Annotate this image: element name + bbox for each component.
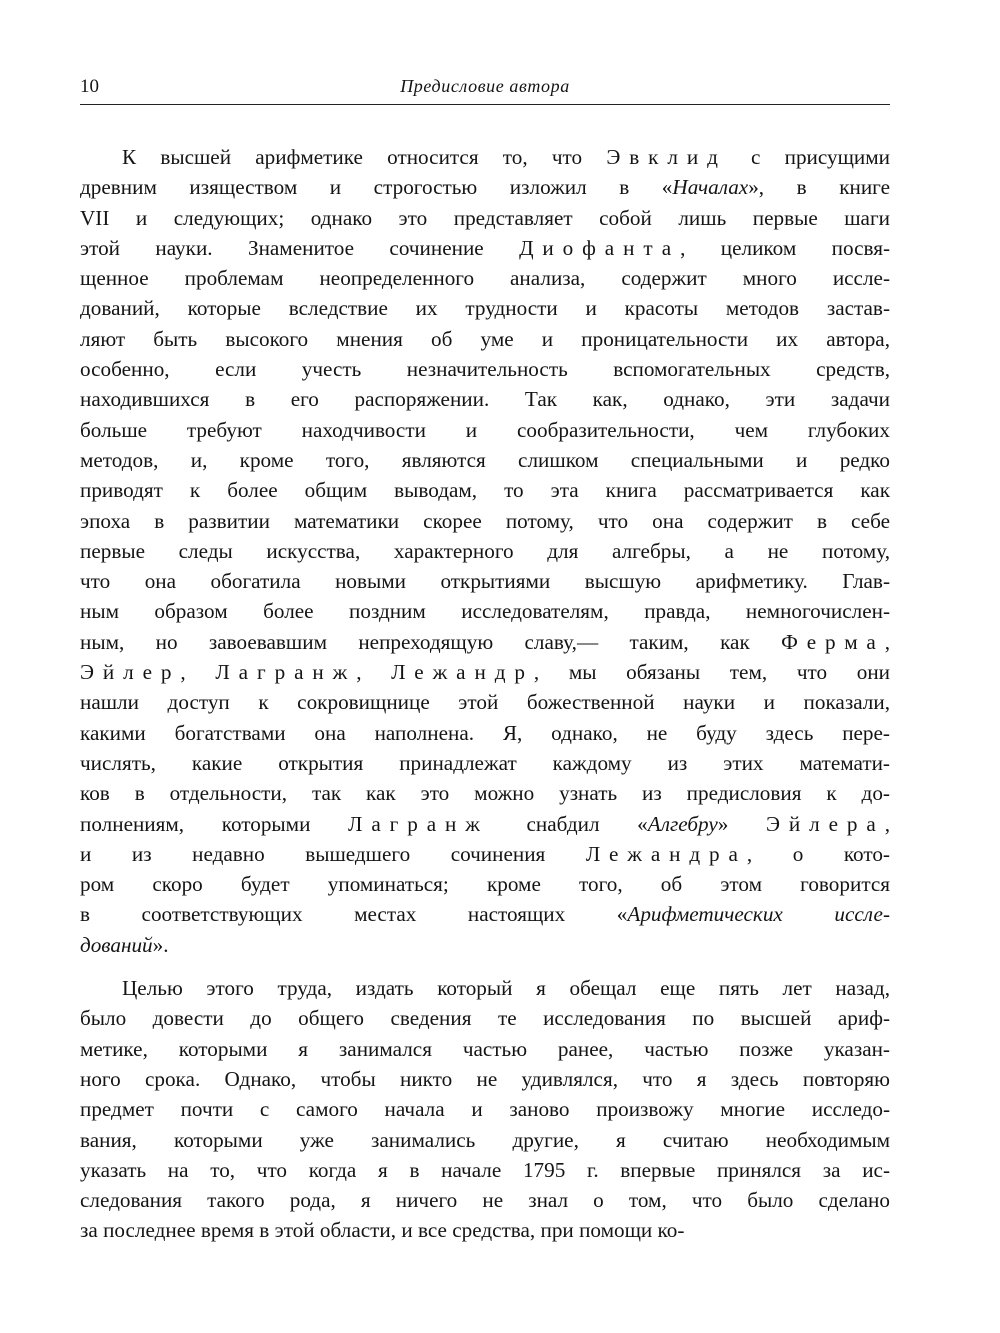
text-run: ным образом более поздним исследователям, правда, немногочислен-: [80, 599, 890, 624]
page-number: 10: [80, 76, 99, 97]
text-run: с присущими: [726, 145, 891, 169]
text-run: числять, какие открытия принадлежат каждому из этих математи-: [80, 750, 890, 775]
text-run: дований, которые вследствие их трудности и красоты методов застав-: [80, 296, 890, 321]
text-line: [80, 475, 890, 505]
spaced-name: Эйлер: [80, 660, 181, 685]
text-line: [80, 1215, 890, 1245]
running-title: Предисловие автора: [400, 76, 570, 96]
text-line: [80, 142, 890, 172]
spaced-name: Лежандра: [585, 841, 747, 866]
italic-text: Алгебру: [647, 811, 718, 836]
text-line: [80, 687, 890, 717]
text-run: первые следы искусства, характерного для алгебры, а не потому,: [80, 538, 890, 563]
text-run: эпоха в развитии математики скорее потому, что она содержит в себе: [80, 508, 890, 533]
text-line: [80, 203, 890, 233]
text-line: [80, 1125, 890, 1155]
text-run: метике, которыми я занимался частью ранее, частью позже указан-: [80, 1036, 890, 1061]
text-line: [80, 324, 890, 354]
text-run: ,: [180, 660, 216, 685]
text-run: ляют быть высокого мнения об уме и проницательности их автора,: [80, 326, 890, 351]
text-line: [80, 899, 890, 929]
text-run: полнениям, которыми: [80, 811, 349, 836]
text-line: [80, 1064, 890, 1094]
text-line: [80, 596, 890, 626]
text-run: ром скоро будет упоминаться; кроме того, об этом говорится: [80, 872, 890, 897]
text-line: [80, 1003, 890, 1033]
text-run: особенно, если учесть незначительность вспомогательных средств,: [80, 357, 890, 382]
text-line: [80, 973, 890, 1003]
text-line: [80, 354, 890, 384]
text-line: [80, 839, 890, 869]
text-run: древним изяществом и строгостью изложил в «: [80, 175, 673, 200]
text-run: щенное проблемам неопределенного анализа, содержит много иссле-: [80, 266, 890, 291]
text-run: ,: [884, 629, 890, 654]
text-line: [80, 778, 890, 808]
text-run: следования такого рода, я ничего не знал о том, что было сделано: [80, 1188, 890, 1213]
text-line: [80, 263, 890, 293]
text-run: какими богатствами она наполнена. Я, однако, не буду здесь пере-: [80, 720, 890, 745]
text-run: в соответствующих местах настоящих «: [80, 902, 628, 927]
italic-text: Началах: [672, 175, 749, 200]
text-run: », в книге: [748, 175, 890, 200]
paragraph: [80, 142, 890, 960]
italic-text: Арифметических иссле-: [627, 902, 891, 927]
text-run: больше требуют находчивости и сообразительности, чем глубоких: [80, 417, 890, 442]
text-line: [80, 1155, 890, 1185]
text-run: указать на то, что когда я в начале 1795 г. впервые принялся за ис-: [80, 1157, 890, 1182]
text-line: [80, 445, 890, 475]
spaced-name: Диофанта: [519, 235, 681, 260]
text-run: ным, но завоевавшим непреходящую славу,— таким, как: [80, 629, 782, 654]
spaced-name: Лагранж: [348, 811, 489, 836]
text-line: [80, 718, 890, 748]
text-run: ».: [152, 932, 169, 957]
spaced-name: Эйлера: [765, 811, 885, 836]
text-run: VII и следующих; однако это представляет собой лишь первые шаги: [80, 205, 890, 230]
text-run: , целиком посвя-: [680, 235, 891, 260]
text-run: было довести до общего сведения те исследования по высшей ариф-: [80, 1006, 890, 1031]
text-run: приводят к более общим выводам, то эта книга рассматривается как: [80, 478, 890, 503]
text-run: нашли доступ к сокровищнице этой божественной науки и показали,: [80, 690, 890, 715]
paragraph: [80, 973, 890, 1246]
text-run: ков в отдельности, так как это можно узнать из предисловия к до-: [80, 781, 890, 806]
text-run: ного срока. Однако, чтобы никто не удивлялся, что я здесь повторяю: [80, 1066, 890, 1091]
text-run: ,: [884, 811, 890, 836]
text-run: К высшей арифметике относится то, что: [122, 145, 607, 169]
text-run: Целью этого труда, издать который я обещал еще пять лет назад,: [122, 976, 890, 1001]
paragraph-gap: [80, 960, 890, 973]
text-run: предмет почти с самого начала и заново произвожу многие исследо-: [80, 1097, 890, 1122]
italic-text: дований: [80, 932, 153, 957]
text-run: находившихся в его распоряжении. Так как, однако, эти задачи: [80, 387, 890, 412]
text-run: снабдил «: [488, 811, 648, 836]
text-line: [80, 930, 890, 960]
text-run: вания, которыми уже занимались другие, я считаю необходимым: [80, 1127, 890, 1152]
spaced-name: Ферма: [781, 629, 885, 654]
text-line: [80, 1034, 890, 1064]
body-text: [80, 142, 890, 1246]
spaced-name: Лагранж: [215, 660, 357, 685]
text-run: этой науки. Знаменитое сочинение: [80, 235, 520, 260]
text-run: ,: [356, 660, 392, 685]
text-line: [80, 566, 890, 596]
text-run: что она обогатила новыми открытиями высшую арифметику. Глав-: [80, 569, 890, 594]
text-line: [80, 809, 890, 839]
text-line: [80, 172, 890, 202]
text-run: »: [717, 811, 766, 836]
text-line: [80, 657, 890, 687]
text-line: [80, 384, 890, 414]
text-line: [80, 627, 890, 657]
text-line: [80, 233, 890, 263]
text-line: [80, 869, 890, 899]
text-run: , о кото-: [746, 841, 890, 866]
text-line: [80, 748, 890, 778]
text-line: [80, 1185, 890, 1215]
text-line: [80, 415, 890, 445]
text-run: методов, и, кроме того, являются слишком специальными и редко: [80, 447, 890, 472]
text-line: [80, 1094, 890, 1124]
spaced-name: Лежандр: [391, 660, 534, 685]
text-line: [80, 506, 890, 536]
text-run: за последнее время в этой области, и все средства, при помощи ко-: [80, 1218, 685, 1243]
spaced-name: Эвклид: [606, 145, 727, 169]
text-line: [80, 536, 890, 566]
text-run: , мы обязаны тем, что они: [533, 660, 891, 685]
running-head: [80, 74, 890, 105]
text-run: и из недавно вышедшего сочинения: [80, 841, 586, 866]
text-line: [80, 293, 890, 323]
